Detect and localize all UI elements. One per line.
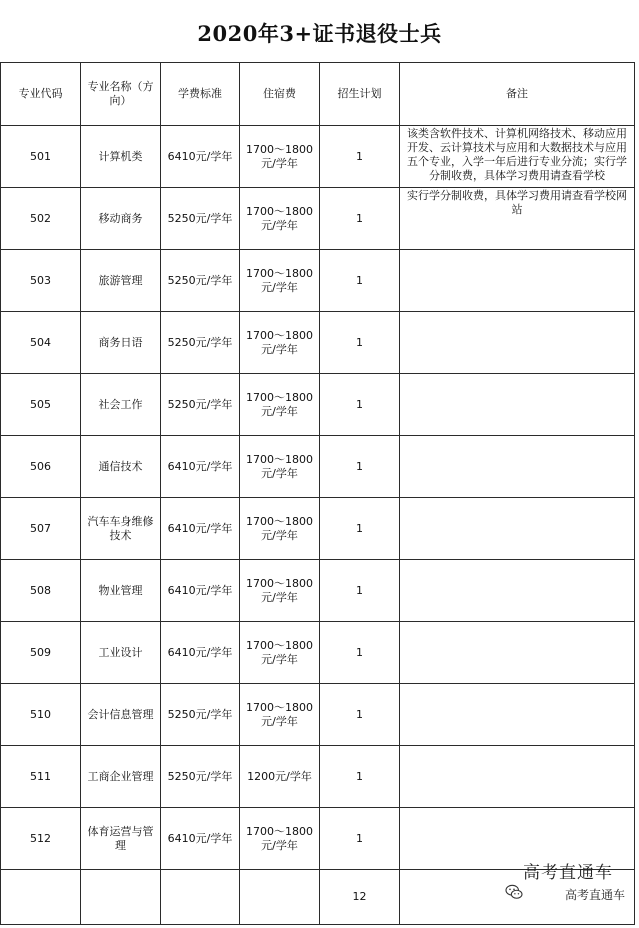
- cell-remark: [400, 684, 635, 746]
- cell-plan: 1: [320, 126, 400, 188]
- cell-major: 物业管理: [81, 560, 161, 622]
- cell-code: 507: [1, 498, 81, 560]
- cell-plan: 1: [320, 188, 400, 250]
- table-row: [1, 374, 635, 436]
- cell-dorm: 1700～1800元/学年: [240, 436, 320, 498]
- cell-tuition: 6410元/学年: [161, 436, 240, 498]
- cell-plan: 1: [320, 498, 400, 560]
- cell-dorm: 1700～1800元/学年: [240, 498, 320, 560]
- cell-remark: [400, 436, 635, 498]
- cell-dorm: 1700～1800元/学年: [240, 312, 320, 374]
- cell-dorm: 1700～1800元/学年: [240, 374, 320, 436]
- cell-code: 512: [1, 808, 81, 870]
- cell-plan: 1: [320, 808, 400, 870]
- total-cell-empty: [240, 870, 320, 925]
- cell-remark: [400, 374, 635, 436]
- cell-dorm: 1700～1800元/学年: [240, 808, 320, 870]
- cell-remark: [400, 746, 635, 808]
- header-dorm: 住宿费: [240, 63, 320, 126]
- cell-plan: 1: [320, 374, 400, 436]
- cell-tuition: 6410元/学年: [161, 808, 240, 870]
- cell-dorm: 1700～1800元/学年: [240, 560, 320, 622]
- cell-code: 509: [1, 622, 81, 684]
- cell-tuition: 6410元/学年: [161, 126, 240, 188]
- cell-plan: 1: [320, 622, 400, 684]
- cell-tuition: 5250元/学年: [161, 312, 240, 374]
- table-row: [1, 126, 635, 188]
- cell-remark: 该类含软件技术、计算机网络技术、移动应用开发、云计算技术与应用和大数据技术与应用五个专业，入学一年后进行专业分流；实行学分制收费，具体学习费用请查看学校: [400, 126, 635, 188]
- cell-remark: 实行学分制收费，具体学习费用请查看学校网站: [400, 188, 635, 250]
- enrollment-table: [0, 62, 635, 925]
- table-row: [1, 498, 635, 560]
- cell-remark: [400, 622, 635, 684]
- total-cell-empty: [1, 870, 81, 925]
- table-header-row: [1, 63, 635, 126]
- watermark-main-text: 高考直通车: [523, 863, 613, 883]
- cell-dorm: 1700～1800元/学年: [240, 250, 320, 312]
- wechat-icon: [505, 884, 523, 900]
- cell-dorm: 1700～1800元/学年: [240, 622, 320, 684]
- total-plan: 12: [320, 870, 400, 925]
- cell-code: 501: [1, 126, 81, 188]
- cell-remark: [400, 498, 635, 560]
- cell-code: 510: [1, 684, 81, 746]
- cell-plan: 1: [320, 312, 400, 374]
- cell-code: 503: [1, 250, 81, 312]
- cell-major: 工业设计: [81, 622, 161, 684]
- total-cell-empty: [81, 870, 161, 925]
- header-plan: 招生计划: [320, 63, 400, 126]
- cell-remark: [400, 560, 635, 622]
- table-row: [1, 746, 635, 808]
- table-row: [1, 250, 635, 312]
- cell-tuition: 6410元/学年: [161, 498, 240, 560]
- cell-tuition: 6410元/学年: [161, 560, 240, 622]
- table-row: [1, 436, 635, 498]
- header-major: 专业名称（方向）: [81, 63, 161, 126]
- cell-plan: 1: [320, 250, 400, 312]
- cell-dorm: 1700～1800元/学年: [240, 126, 320, 188]
- header-remark: 备注: [400, 63, 635, 126]
- cell-remark: [400, 312, 635, 374]
- cell-dorm: 1700～1800元/学年: [240, 684, 320, 746]
- watermark-sub-text: 高考直通车: [564, 888, 625, 902]
- cell-major: 工商企业管理: [81, 746, 161, 808]
- cell-tuition: 5250元/学年: [161, 684, 240, 746]
- cell-tuition: 5250元/学年: [161, 188, 240, 250]
- cell-tuition: 5250元/学年: [161, 746, 240, 808]
- table-row: [1, 560, 635, 622]
- cell-major: 移动商务: [81, 188, 161, 250]
- cell-major: 计算机类: [81, 126, 161, 188]
- cell-major: 通信技术: [81, 436, 161, 498]
- cell-tuition: 6410元/学年: [161, 622, 240, 684]
- cell-major: 体育运营与管理: [81, 808, 161, 870]
- cell-major: 社会工作: [81, 374, 161, 436]
- cell-code: 508: [1, 560, 81, 622]
- header-code: 专业代码: [1, 63, 81, 126]
- cell-major: 旅游管理: [81, 250, 161, 312]
- table-row: [1, 188, 635, 250]
- table-row: [1, 312, 635, 374]
- cell-dorm: 1700～1800元/学年: [240, 188, 320, 250]
- cell-plan: 1: [320, 684, 400, 746]
- table-row: [1, 622, 635, 684]
- cell-tuition: 5250元/学年: [161, 374, 240, 436]
- watermark: [475, 858, 625, 912]
- cell-major: 会计信息管理: [81, 684, 161, 746]
- total-cell-empty: [161, 870, 240, 925]
- cell-dorm: 1200元/学年: [240, 746, 320, 808]
- cell-code: 506: [1, 436, 81, 498]
- cell-code: 502: [1, 188, 81, 250]
- cell-tuition: 5250元/学年: [161, 250, 240, 312]
- cell-plan: 1: [320, 560, 400, 622]
- cell-plan: 1: [320, 746, 400, 808]
- cell-code: 511: [1, 746, 81, 808]
- cell-major: 商务日语: [81, 312, 161, 374]
- cell-code: 504: [1, 312, 81, 374]
- header-tuition: 学费标准: [161, 63, 240, 126]
- cell-plan: 1: [320, 436, 400, 498]
- page-title: 2020年3+证书退役士兵: [197, 21, 442, 46]
- cell-major: 汽车车身维修技术: [81, 498, 161, 560]
- cell-code: 505: [1, 374, 81, 436]
- table-row: [1, 684, 635, 746]
- cell-remark: [400, 250, 635, 312]
